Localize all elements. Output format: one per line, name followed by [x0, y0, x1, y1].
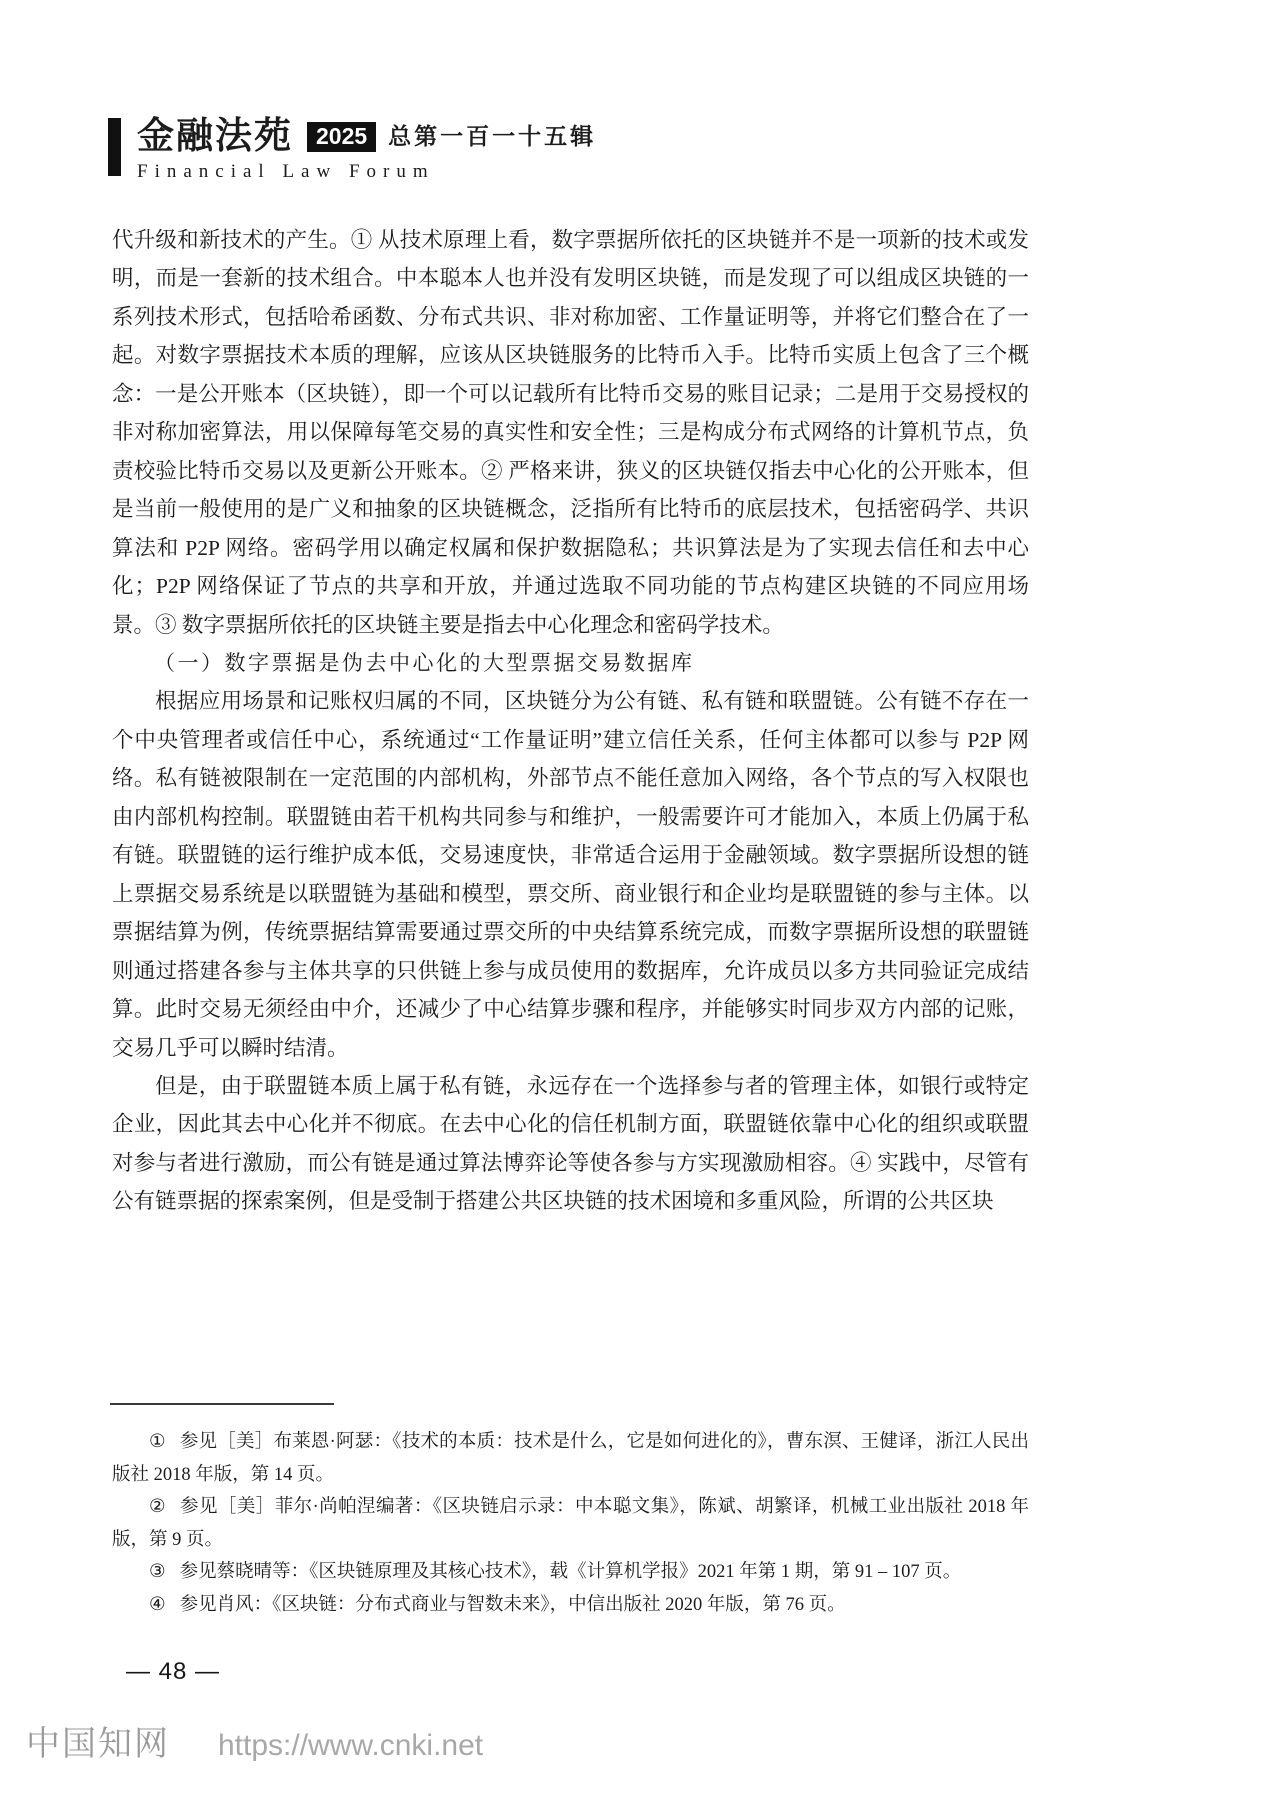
- footnote-text: 参见［美］布莱恩·阿瑟：《技术的本质：技术是什么，它是如何进化的》，曹东溟、王健译，浙江人民出版社 2018 年版，第 14 页。: [112, 1432, 1029, 1485]
- cnki-url: https://www.cnki.net: [218, 1729, 484, 1762]
- footnote-marker: ③: [149, 1562, 166, 1583]
- footnote-item: [112, 1589, 1029, 1622]
- issue-label: 总第一百一十五辑: [388, 124, 597, 149]
- cnki-watermark: [26, 1716, 483, 1765]
- footnote-text: 参见蔡晓晴等：《区块链原理及其核心技术》，载《计算机学报》2021 年第 1 期，第 91 – 107 页。: [179, 1562, 962, 1583]
- article-body: [112, 221, 1029, 1221]
- cnki-site-name: 中国知网: [26, 1725, 170, 1763]
- paragraph: 根据应用场景和记账权归属的不同，区块链分为公有链、私有链和联盟链。公有链不存在一个中央管理者或信任中心，系统通过“工作量证明”建立信任关系，任何主体都可以参与 P2P 网络。私有链被限制在一定范围的内部机构，外部节点不能任意加入网络，各个节点的写入权限也由内部机构控制。联盟链由若干机构共同参与和维护，一般需要许可才能加入，本质上仍属于私有链。联盟链的运行维护成本低，交易速度快，非常适合运用于金融领域。数字票据所设想的链上票据交易系统是以联盟链为基础和模型，票交所、商业银行和企业均是联盟链的参与主体。以票据结算为例，传统票据结算需要通过票交所的中央结算系统完成，而数字票据所设想的联盟链则通过搭建各参与主体共享的只供链上参与成员使用的数据库，允许成员以多方共同验证完成结算。此时交易无须经由中介，还减少了中心结算步骤和程序，并能够实时同步双方内部的记账，交易几乎可以瞬时结清。: [112, 689, 1029, 1060]
- footnote-text: 参见［美］菲尔·尚帕涅编著：《区块链启示录：中本聪文集》，陈斌、胡繁译，机械工业出版社 2018 年版，第 9 页。: [112, 1497, 1029, 1550]
- footnote-item: [112, 1556, 1029, 1589]
- footnote-separator: [110, 1403, 334, 1405]
- footnote-item: [112, 1491, 1029, 1556]
- page-number: — 48 —: [126, 1658, 221, 1685]
- header-text-block: [137, 118, 596, 181]
- year-badge: 2025: [307, 122, 376, 152]
- journal-title: 金融法苑: [137, 116, 293, 157]
- footnote-marker: ②: [149, 1497, 167, 1518]
- journal-subtitle: Financial Law Forum: [137, 161, 435, 182]
- header-accent-bar: [108, 118, 121, 176]
- journal-header: [108, 118, 596, 181]
- header-title-row: [137, 118, 596, 155]
- paragraph: 但是，由于联盟链本质上属于私有链，永远存在一个选择参与者的管理主体，如银行或特定企业，因此其去中心化并不彻底。在去中心化的信任机制方面，联盟链依靠中心化的组织或联盟对参与者进行激励，而公有链是通过算法博弈论等使各参与方实现激励相容。④ 实践中，尽管有公有链票据的探索案例，但是受制于搭建公共区块链的技术困境和多重风险，所谓的公共区块: [112, 1073, 1029, 1214]
- footnote-marker: ④: [149, 1594, 166, 1615]
- footnote-item: [112, 1426, 1029, 1491]
- paragraph-continuation: 代升级和新技术的产生。① 从技术原理上看，数字票据所依托的区块链并不是一项新的技术或发明，而是一套新的技术组合。中本聪本人也并没有发明区块链，而是发现了可以组成区块链的一系列技术形式，包括哈希函数、分布式共识、非对称加密、工作量证明等，并将它们整合在了一起。对数字票据技术本质的理解，应该从区块链服务的比特币入手。比特币实质上包含了三个概念：一是公开账本（区块链），即一个可以记载所有比特币交易的账目记录；二是用于交易授权的非对称加密算法，用以保障每笔交易的真实性和安全性；三是构成分布式网络的计算机节点，负责校验比特币交易以及更新公开账本。② 严格来讲，狭义的区块链仅指去中心化的公开账本，但是当前一般使用的是广义和抽象的区块链概念，泛指所有比特币的底层技术，包括密码学、共识算法和 P2P 网络。密码学用以确定权属和保护数据隐私；共识算法是为了实现去信任和去中心化；P2P 网络保证了节点的共享和开放，并通过选取不同功能的节点构建区块链的不同应用场景。③ 数字票据所依托的区块链主要是指去中心化理念和密码学技术。: [112, 228, 1029, 637]
- footnote-text: 参见肖风：《区块链：分布式商业与智数未来》，中信出版社 2020 年版，第 76 页。: [179, 1594, 846, 1615]
- footnotes-block: [112, 1426, 1029, 1622]
- footnote-marker: ①: [149, 1432, 166, 1452]
- section-heading: （一）数字票据是伪去中心化的大型票据交易数据库: [154, 650, 695, 675]
